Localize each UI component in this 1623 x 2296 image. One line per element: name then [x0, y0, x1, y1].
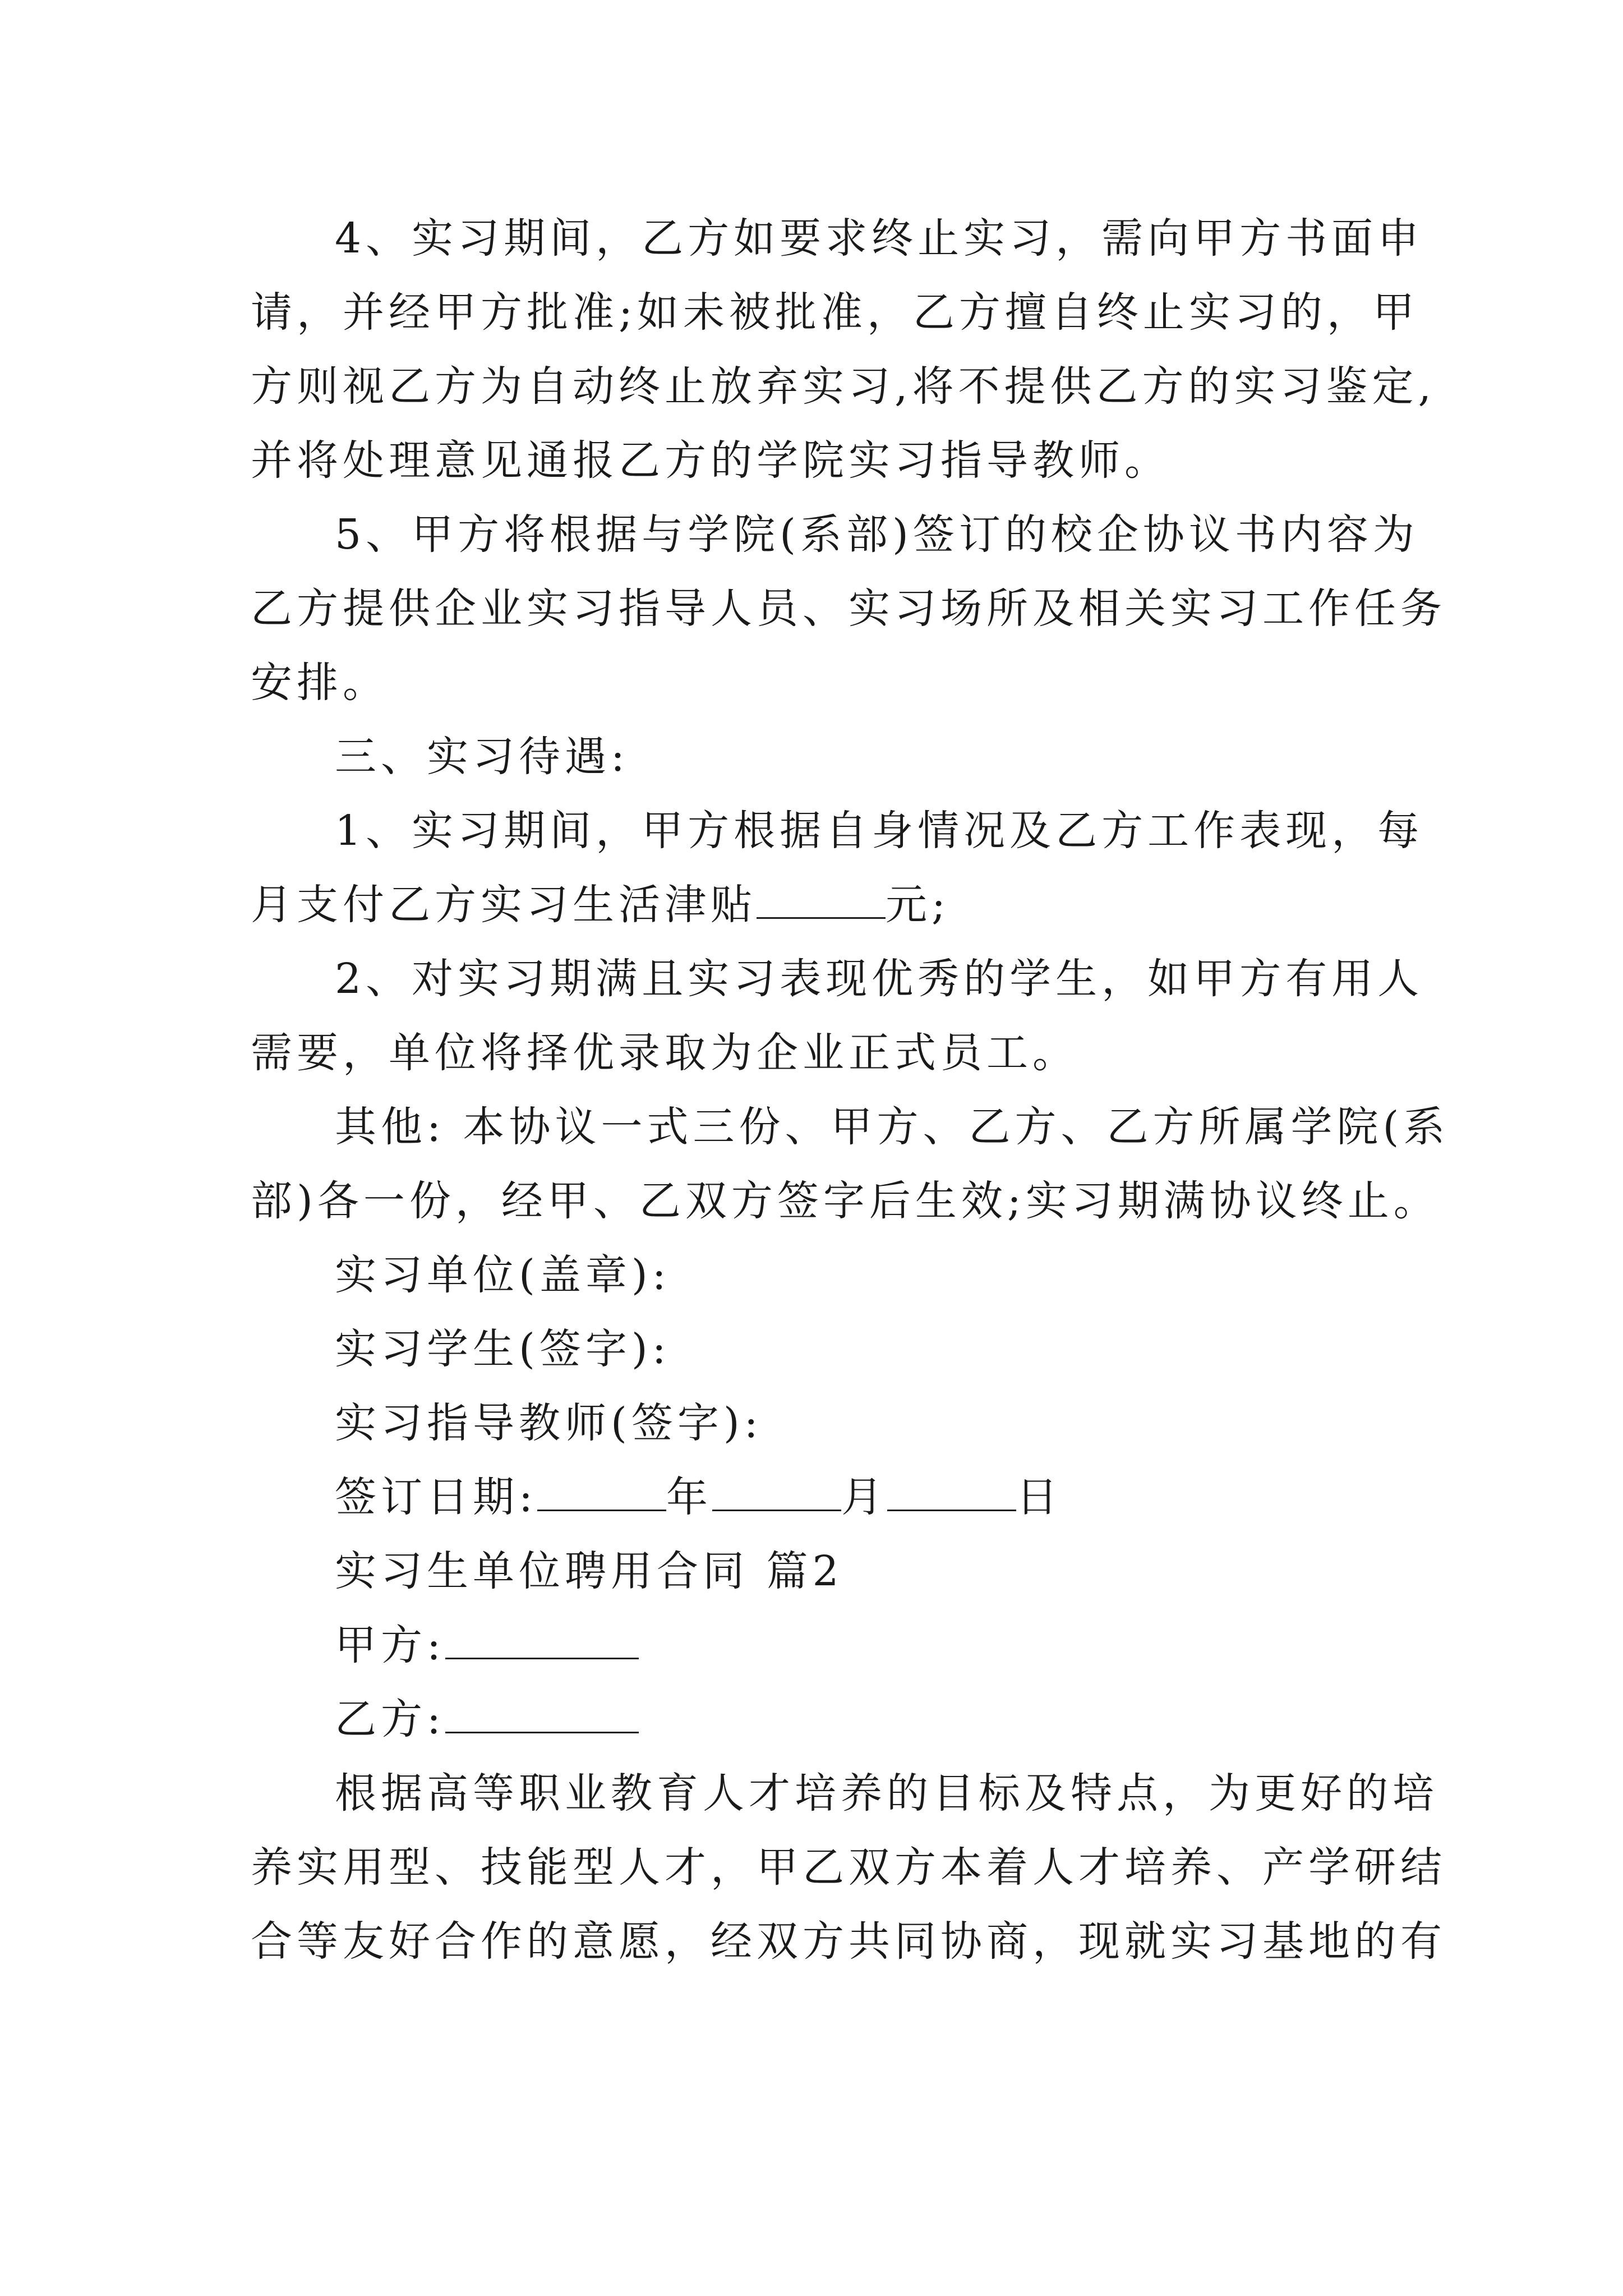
- section-heading: 三、实习待遇:: [335, 733, 629, 781]
- paragraph-line: 方则视乙方为自动终止放弃实习,将不提供乙方的实习鉴定,: [251, 362, 1436, 411]
- paragraph-line: 安排。: [251, 659, 389, 707]
- month-label: 月: [841, 1473, 887, 1521]
- paragraph-line: 2、对实习期满且实习表现优秀的学生，如甲方有用人: [335, 955, 1424, 1003]
- paragraph-line: 根据高等职业教育人才培养的目标及特点，为更好的培: [335, 1769, 1438, 1818]
- paragraph-line: 乙方提供企业实习指导人员、实习场所及相关实习工作任务: [251, 585, 1446, 633]
- signature-teacher-line: 实习指导教师(签字):: [335, 1399, 763, 1447]
- paragraph-line: 需要，单位将择优录取为企业正式员工。: [251, 1029, 1078, 1077]
- paragraph-line: 5、甲方将根据与学院(系部)签订的校企协议书内容为: [335, 510, 1419, 559]
- allowance-line: [251, 874, 950, 936]
- paragraph-line: 并将处理意见通报乙方的学院实习指导教师。: [251, 436, 1170, 485]
- paragraph-line: 请，并经甲方批准;如未被批准，乙方擅自终止实习的，甲: [251, 288, 1419, 337]
- paragraph-line: 部)各一份，经甲、乙双方签字后生效;实习期满协议终止。: [251, 1177, 1440, 1225]
- party-b-label: 乙方:: [335, 1695, 445, 1743]
- paragraph-line: 养实用型、技能型人才，甲乙双方本着人才培养、产学研结: [251, 1843, 1446, 1892]
- party-b-blank: [445, 1692, 639, 1733]
- day-label: 日: [1016, 1473, 1062, 1521]
- signature-student-line: 实习学生(签字):: [335, 1325, 671, 1373]
- party-a-blank: [445, 1618, 639, 1659]
- paragraph-line: 1、实习期间，甲方根据自身情况及乙方工作表现，每: [335, 807, 1424, 855]
- allowance-suffix: 元;: [886, 881, 950, 929]
- party-a-line: [335, 1614, 639, 1676]
- signing-date-line: [335, 1466, 1062, 1528]
- party-a-label: 甲方:: [335, 1621, 445, 1669]
- paragraph-line: 其他: 本协议一式三份、甲方、乙方、乙方所属学院(系: [335, 1103, 1450, 1151]
- allowance-prefix: 月支付乙方实习生活津贴: [251, 881, 757, 929]
- party-b-line: [335, 1688, 639, 1750]
- contract-title: 实习生单位聘用合同 篇2: [335, 1547, 843, 1595]
- month-blank: [712, 1470, 841, 1511]
- allowance-blank: [757, 878, 886, 919]
- paragraph-line: 4、实习期间，乙方如要求终止实习，需向甲方书面申: [335, 214, 1424, 263]
- year-blank: [537, 1470, 666, 1511]
- day-blank: [887, 1470, 1016, 1511]
- signing-date-label: 签订日期:: [335, 1473, 537, 1521]
- signature-unit-line: 实习单位(盖章):: [335, 1251, 671, 1299]
- paragraph-line: 合等友好合作的意愿，经双方共同协商，现就实习基地的有: [251, 1917, 1446, 1966]
- year-label: 年: [666, 1473, 712, 1521]
